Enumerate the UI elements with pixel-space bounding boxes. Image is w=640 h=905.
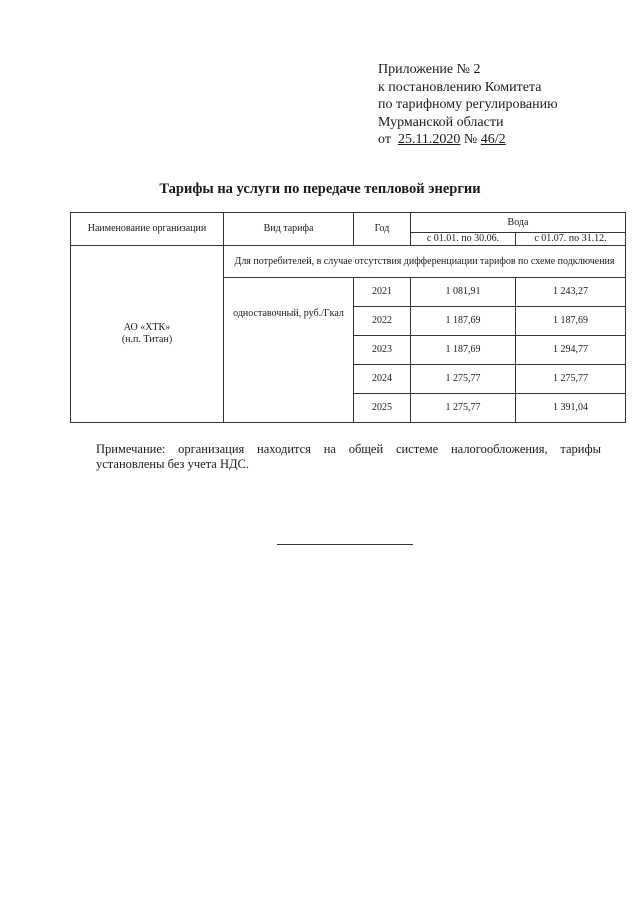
year-cell: 2022 [354, 307, 411, 336]
year-cell: 2021 [354, 278, 411, 307]
tax-note: Примечание: организация находится на общей системе налогообложения, тарифы установлены без учета НДС. [96, 442, 601, 471]
value-period-2: 1 275,77 [516, 365, 626, 394]
header-org: Наименование организации [71, 213, 224, 246]
tariff-table [70, 212, 626, 423]
resolution-date: 25.11.2020 [397, 132, 461, 147]
value-period-2: 1 294,77 [516, 336, 626, 365]
date-prefix: от [378, 132, 391, 147]
value-period-1: 1 275,77 [411, 365, 516, 394]
table-header-row [71, 213, 626, 233]
org-place: (н.п. Титан) [121, 334, 173, 345]
tariff-type-cell: одноставочный, руб./Гкал [224, 278, 354, 423]
header-period-1: с 01.01. по 30.06. [411, 233, 516, 246]
value-period-2: 1 391,04 [516, 394, 626, 423]
consumers-row [71, 246, 626, 278]
org-name: АО «ХТК» [123, 322, 171, 333]
value-period-1: 1 187,69 [411, 307, 516, 336]
year-cell: 2025 [354, 394, 411, 423]
value-period-1: 1 275,77 [411, 394, 516, 423]
value-period-2: 1 243,27 [516, 278, 626, 307]
header-year: Год [354, 213, 411, 246]
appendix-date-line [378, 131, 618, 149]
document-title: Тарифы на услуги по передаче тепловой энергии [159, 181, 481, 197]
appendix-line-resolution: к постановлению Комитета [378, 79, 542, 95]
header-period-2: с 01.07. по 31.12. [516, 233, 626, 246]
header-tariff-type: Вид тарифа [224, 213, 354, 246]
signature-line [277, 544, 413, 545]
appendix-number: Приложение № 2 [378, 62, 481, 77]
appendix-header [378, 61, 618, 149]
consumers-note: Для потребителей, в случае отсутствия дифференциации тарифов по схеме подключения [224, 246, 626, 278]
appendix-line-region: Мурманской области [378, 114, 504, 130]
resolution-number: 46/2 [480, 132, 506, 147]
value-period-1: 1 081,91 [411, 278, 516, 307]
year-cell: 2024 [354, 365, 411, 394]
header-water: Вода [411, 213, 626, 233]
number-sign: № [463, 132, 478, 147]
year-cell: 2023 [354, 336, 411, 365]
appendix-line-committee: по тарифному регулированию [378, 97, 558, 112]
value-period-1: 1 187,69 [411, 336, 516, 365]
org-cell [71, 246, 224, 423]
value-period-2: 1 187,69 [516, 307, 626, 336]
